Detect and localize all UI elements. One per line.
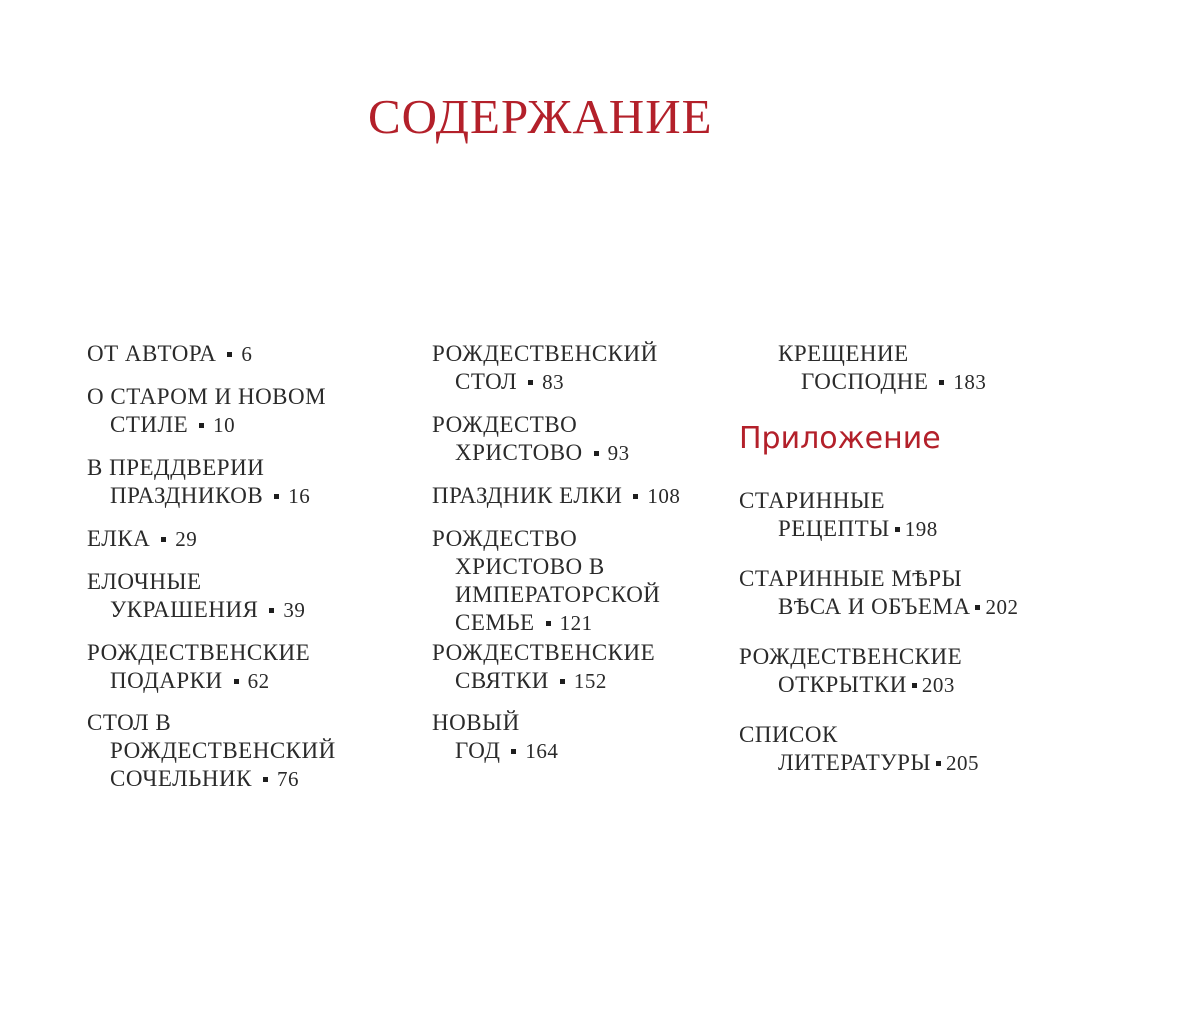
toc-entry-line xyxy=(432,340,658,368)
toc-entry-title: РОЖДЕСТВО xyxy=(432,412,578,437)
toc-entry-title: ОТКРЫТКИ xyxy=(778,672,907,697)
toc-page-number: 6 xyxy=(241,342,253,366)
toc-entry-line xyxy=(87,482,310,510)
toc-entry-line xyxy=(87,737,336,765)
bullet-separator-icon xyxy=(528,380,533,385)
toc-page-number: 16 xyxy=(288,484,311,508)
toc-entry-title: РЕЦЕПТЫ xyxy=(778,516,890,541)
toc-entry-line xyxy=(87,568,305,596)
toc-entry-title: РОЖДЕСТВЕНСКИЕ xyxy=(432,640,656,665)
toc-entry-line xyxy=(739,340,986,368)
toc-page-number: 205 xyxy=(945,751,979,775)
toc-entry-line xyxy=(432,667,655,695)
bullet-separator-icon xyxy=(912,683,917,688)
toc-entry-title: ХРИСТОВО xyxy=(455,440,583,465)
toc-entry[interactable] xyxy=(87,525,197,553)
toc-page-number: 198 xyxy=(904,517,938,541)
toc-entry[interactable] xyxy=(87,454,310,510)
toc-page-number: 29 xyxy=(175,527,198,551)
bullet-separator-icon xyxy=(546,621,551,626)
toc-entry-line xyxy=(432,439,630,467)
toc-entry-title: СТОЛ xyxy=(455,369,518,394)
toc-entry[interactable] xyxy=(432,340,658,396)
toc-entry-title: СВЯТКИ xyxy=(455,668,549,693)
toc-entry-line xyxy=(432,411,630,439)
toc-entry-line xyxy=(739,749,979,777)
toc-entry-line xyxy=(739,643,962,671)
toc-entry-line xyxy=(87,765,336,793)
bullet-separator-icon xyxy=(939,380,944,385)
toc-entry-line xyxy=(87,340,252,368)
toc-entry-line xyxy=(432,709,558,737)
toc-page-number: 152 xyxy=(573,669,607,693)
toc-entry-title: НОВЫЙ xyxy=(432,710,520,735)
toc-entry[interactable] xyxy=(432,525,660,637)
toc-entry-line xyxy=(432,482,680,510)
toc-entry-line xyxy=(432,609,660,637)
toc-entry-line xyxy=(432,639,655,667)
toc-page-number: 93 xyxy=(607,441,630,465)
toc-entry-title: ИМПЕРАТОРСКОЙ xyxy=(455,582,661,607)
bullet-separator-icon xyxy=(199,423,204,428)
toc-entry-title: ПОДАРКИ xyxy=(110,668,223,693)
toc-entry-line xyxy=(87,596,305,624)
toc-entry-line xyxy=(739,515,938,543)
toc-page-number: 39 xyxy=(283,598,306,622)
toc-entry-title: СТИЛЕ xyxy=(110,412,189,437)
toc-entry-line xyxy=(87,411,326,439)
toc-entry[interactable] xyxy=(432,709,558,765)
bullet-separator-icon xyxy=(161,537,166,542)
toc-entry-title: ЕЛКА xyxy=(87,526,151,551)
toc-entry-line xyxy=(739,565,1018,593)
toc-page-number: 183 xyxy=(953,370,987,394)
toc-entry-title: О СТАРОМ И НОВОМ xyxy=(87,384,327,409)
toc-entry-title: ЕЛОЧНЫЕ xyxy=(87,569,202,594)
toc-page-number: 108 xyxy=(647,484,681,508)
toc-entry-line xyxy=(432,553,660,581)
bullet-separator-icon xyxy=(633,494,638,499)
toc-entry-title: СПИСОК xyxy=(739,722,838,747)
toc-entry-title: В ПРЕДДВЕРИИ xyxy=(87,455,265,480)
toc-entry-title: РОЖДЕСТВО xyxy=(432,526,578,551)
toc-entry-title: УКРАШЕНИЯ xyxy=(110,597,259,622)
toc-entry[interactable] xyxy=(739,721,979,777)
bullet-separator-icon xyxy=(263,777,268,782)
toc-page-number: 202 xyxy=(985,595,1019,619)
toc-entry-title: ПРАЗДНИКОВ xyxy=(110,483,264,508)
toc-page-number: 83 xyxy=(542,370,565,394)
toc-entry-line xyxy=(432,737,558,765)
toc-page-number: 164 xyxy=(525,739,559,763)
toc-entry-title: СТАРИННЫЕ xyxy=(739,488,886,513)
appendix-heading: Приложение xyxy=(739,421,941,456)
toc-page-number: 62 xyxy=(247,669,270,693)
toc-page-number: 203 xyxy=(921,673,955,697)
toc-entry-title: РОЖДЕСТВЕНСКИЕ xyxy=(739,644,963,669)
bullet-separator-icon xyxy=(234,679,239,684)
toc-entry[interactable] xyxy=(739,340,986,396)
toc-entry-title: РОЖДЕСТВЕНСКИЙ xyxy=(110,738,336,763)
toc-entry[interactable] xyxy=(87,383,326,439)
toc-entry-title: ВѢСА И ОБЪЕМА xyxy=(778,594,971,619)
toc-page-number: 10 xyxy=(213,413,236,437)
bullet-separator-icon xyxy=(227,352,232,357)
toc-entry-line xyxy=(432,525,660,553)
toc-entry-title: СТАРИННЫЕ МѢРЫ xyxy=(739,566,963,591)
bullet-separator-icon xyxy=(269,608,274,613)
toc-entry-title: ГОД xyxy=(455,738,501,763)
toc-entry-title: КРЕЩЕНИЕ xyxy=(778,341,909,366)
toc-entry[interactable] xyxy=(87,709,336,793)
toc-entry[interactable] xyxy=(87,568,305,624)
page-title: СОДЕРЖАНИЕ xyxy=(368,89,713,144)
toc-entry-line xyxy=(87,667,310,695)
bullet-separator-icon xyxy=(895,527,900,532)
toc-entry-title: ОТ АВТОРА xyxy=(87,341,217,366)
toc-entry-line xyxy=(739,593,1018,621)
toc-entry[interactable] xyxy=(87,639,310,695)
toc-entry-line xyxy=(432,581,660,609)
toc-page-number: 121 xyxy=(559,611,593,635)
toc-page-number: 76 xyxy=(276,767,299,791)
toc-entry[interactable] xyxy=(739,487,938,543)
toc-entry-title: ХРИСТОВО В xyxy=(455,554,605,579)
toc-entry[interactable] xyxy=(432,482,680,510)
toc-entry-line xyxy=(432,368,658,396)
toc-entry-line xyxy=(739,721,979,749)
toc-entry-line xyxy=(87,383,326,411)
toc-entry-line xyxy=(87,454,310,482)
toc-entry-line xyxy=(739,368,986,396)
toc-entry[interactable] xyxy=(432,639,655,695)
bullet-separator-icon xyxy=(594,451,599,456)
toc-entry-line xyxy=(739,671,962,699)
toc-entry[interactable] xyxy=(432,411,630,467)
bullet-separator-icon xyxy=(936,761,941,766)
toc-entry-title: ГОСПОДНЕ xyxy=(801,369,929,394)
toc-entry[interactable] xyxy=(739,565,1018,621)
bullet-separator-icon xyxy=(975,605,980,610)
bullet-separator-icon xyxy=(511,749,516,754)
toc-entry[interactable] xyxy=(87,340,252,368)
toc-entry-title: ПРАЗДНИК ЕЛКИ xyxy=(432,483,623,508)
toc-entry-title: СОЧЕЛЬНИК xyxy=(110,766,252,791)
toc-entry-line xyxy=(87,525,197,553)
toc-entry-line xyxy=(739,487,938,515)
bullet-separator-icon xyxy=(560,679,565,684)
toc-entry-title: РОЖДЕСТВЕНСКИЙ xyxy=(432,341,658,366)
bullet-separator-icon xyxy=(274,494,279,499)
toc-entry-line xyxy=(87,639,310,667)
toc-entry[interactable] xyxy=(739,643,962,699)
toc-entry-title: РОЖДЕСТВЕНСКИЕ xyxy=(87,640,311,665)
toc-entry-title: ЛИТЕРАТУРЫ xyxy=(778,750,931,775)
toc-entry-title: СТОЛ В xyxy=(87,710,172,735)
toc-entry-line xyxy=(87,709,336,737)
toc-entry-title: СЕМЬЕ xyxy=(455,610,535,635)
